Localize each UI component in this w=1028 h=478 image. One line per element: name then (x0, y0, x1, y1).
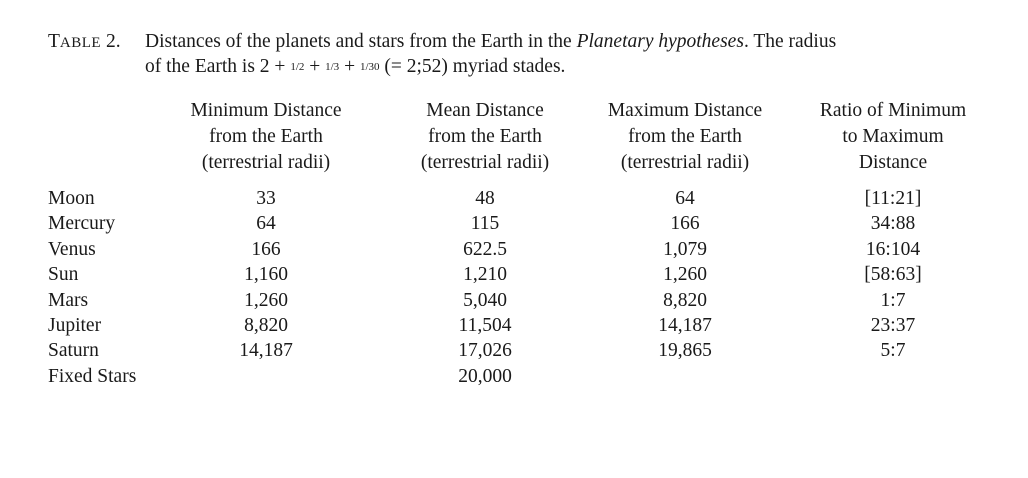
cell-mean: 20,000 (458, 365, 512, 387)
header-ratio-line-3: Distance (858, 152, 928, 173)
header-mean-line-2: from the Earth (428, 126, 542, 147)
cell-max: 1,260 (663, 264, 707, 286)
cell-mean: 115 (470, 213, 500, 235)
cell-mean: 622.5 (463, 238, 507, 260)
table-header-row (48, 98, 1008, 186)
table-row-jupiter (48, 313, 1008, 338)
header-mean-distance (390, 98, 580, 176)
caption-line1-end: . The radius (743, 31, 837, 52)
header-max-distance (585, 98, 785, 176)
cell-mean: 48 (475, 188, 495, 209)
header-max-line-1: Maximum Distance (607, 100, 763, 121)
table-label-initial: T (48, 31, 60, 52)
row-name: Venus (48, 238, 96, 260)
cell-min: 64 (256, 213, 276, 235)
caption-line-2 (48, 55, 1008, 79)
header-max-line-2: from the Earth (628, 126, 742, 147)
caption-line-1 (48, 30, 1008, 55)
cell-mean: 11,504 (458, 314, 512, 336)
cell-min: 33 (256, 188, 276, 209)
fraction-half: 1/2 (290, 61, 305, 73)
header-mean-line-3: (terrestrial radii) (420, 152, 550, 173)
caption-indent (48, 55, 145, 79)
table-row-venus (48, 237, 1008, 262)
caption-line2-end: (= 2;52) myriad stades. (379, 56, 566, 77)
fraction-third: 1/3 (325, 61, 340, 73)
header-ratio-line-1: Ratio of Minimum (819, 100, 967, 121)
distances-table (48, 98, 1008, 389)
cell-mean: 5,040 (463, 289, 507, 311)
cell-min: 1,160 (244, 264, 288, 286)
cell-min: 166 (251, 238, 281, 260)
table-row-fixed-stars (48, 364, 1008, 389)
header-ratio (798, 98, 988, 176)
header-min-distance (166, 98, 366, 176)
caption-plus-1: + (304, 56, 326, 77)
table-label (48, 30, 145, 55)
cell-ratio: 16:104 (865, 238, 921, 260)
cell-ratio: 34:88 (870, 213, 916, 235)
table-row-mars (48, 288, 1008, 313)
row-name: Moon (48, 188, 95, 209)
cell-max: 1,079 (663, 238, 707, 260)
caption-text-line-2 (145, 55, 1008, 79)
table-row-saturn (48, 338, 1008, 363)
cell-min: 1,260 (244, 289, 288, 311)
cell-min: 14,187 (239, 340, 293, 362)
header-max-line-3: (terrestrial radii) (620, 152, 750, 173)
cell-mean: 17,026 (458, 340, 512, 362)
header-min-line-1: Minimum Distance (190, 100, 342, 121)
cell-ratio: [11:21] (864, 188, 922, 209)
cell-ratio: 23:37 (870, 314, 916, 336)
table-row-mercury (48, 211, 1008, 236)
table-row-sun (48, 262, 1008, 287)
header-min-line-2: from the Earth (209, 126, 323, 147)
cell-max: 8,820 (663, 289, 707, 311)
cell-mean: 1,210 (463, 264, 507, 286)
header-mean-line-1: Mean Distance (426, 100, 544, 121)
caption-line2-start: of the Earth is 2 + (145, 56, 291, 77)
table-label-number: 2. (105, 31, 121, 52)
row-name: Jupiter (48, 314, 102, 336)
cell-max: 64 (675, 188, 695, 209)
fraction-thirtieth: 1/30 (359, 61, 380, 73)
header-min-line-3: (terrestrial radii) (201, 152, 331, 173)
cell-ratio: 5:7 (880, 340, 906, 362)
cell-max: 14,187 (658, 314, 712, 336)
table-caption (48, 30, 1008, 79)
table-label-rest: ABLE (59, 35, 102, 51)
row-name: Saturn (48, 340, 99, 362)
caption-italic-title: Planetary hypotheses (576, 31, 744, 52)
cell-max: 19,865 (658, 340, 712, 362)
cell-min: 8,820 (244, 314, 288, 336)
row-name: Mercury (48, 213, 116, 235)
table-row-moon (48, 186, 1008, 211)
row-name: Mars (48, 289, 89, 311)
cell-ratio: 1:7 (880, 289, 906, 311)
header-ratio-line-2: to Maximum (842, 126, 944, 147)
cell-max: 166 (670, 213, 700, 235)
caption-plus-2: + (339, 56, 360, 77)
row-name: Fixed Stars (48, 365, 137, 387)
table-body (48, 186, 1008, 389)
row-name: Sun (48, 264, 79, 286)
caption-line1-text: Distances of the planets and stars from the Earth in the (145, 31, 577, 52)
caption-text-line-1 (145, 30, 1008, 55)
cell-ratio: [58:63] (864, 264, 922, 286)
